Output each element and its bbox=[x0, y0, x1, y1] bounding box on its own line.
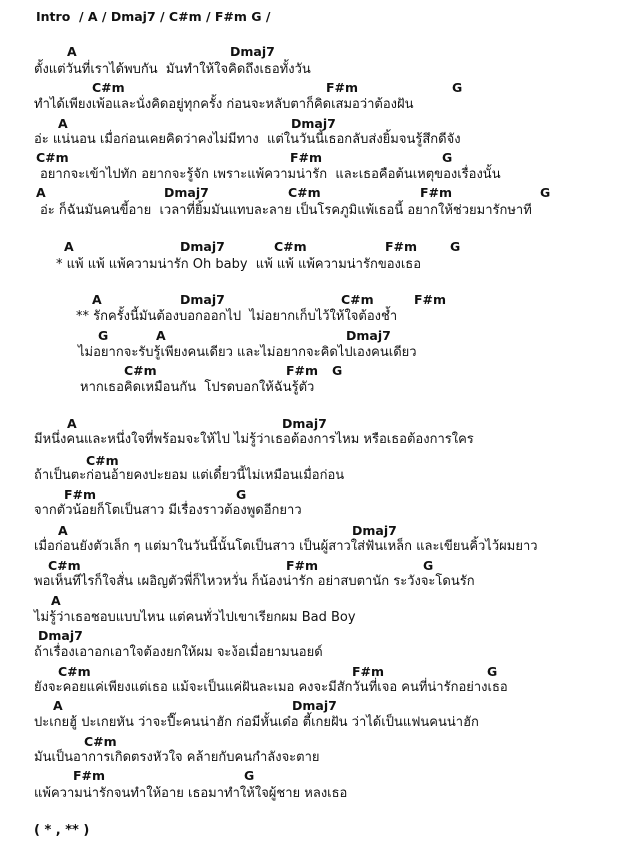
chord: A bbox=[156, 328, 166, 343]
lyric-line: อยากจะเข้าไปทัก อยากจะรู้จัก เพราะแพ้ความน่ารัก และเธอคือต้นเหตุของเรื่องนั้น bbox=[40, 167, 501, 182]
intro-chords: Intro / A / Dmaj7 / C#m / F#m G / bbox=[36, 9, 271, 24]
chord: Dmaj7 bbox=[352, 523, 397, 538]
chord: Dmaj7 bbox=[38, 628, 83, 643]
chord: Dmaj7 bbox=[291, 116, 336, 131]
chord: A bbox=[67, 416, 77, 431]
lyric-line: ปะเกยฮู้ ปะเกยหัน ว่าจะปี๊ะคนน่าฮัก ก่อมีหั้นเด๋อ ตี้เกยฝัน ว่าได้เป็นแฟนคนน่าฮัก bbox=[34, 715, 479, 730]
chord: F#m bbox=[64, 487, 97, 502]
lyric-line: ถ้าเรื่องเอาอกเอาใจต้องยกให้ผม จะง้อเมื่อยามนอยด์ bbox=[34, 645, 323, 660]
chord: G bbox=[244, 768, 255, 783]
chord: G bbox=[442, 150, 453, 165]
chord: F#m bbox=[286, 558, 319, 573]
chord: G bbox=[98, 328, 109, 343]
chord: F#m bbox=[385, 239, 418, 254]
chord: G bbox=[540, 185, 551, 200]
chord: F#m bbox=[326, 80, 359, 95]
chord: C#m bbox=[86, 453, 119, 468]
chord: A bbox=[51, 593, 61, 608]
chord: F#m bbox=[73, 768, 106, 783]
chord: C#m bbox=[92, 80, 125, 95]
chord: G bbox=[423, 558, 434, 573]
chord: F#m bbox=[352, 664, 385, 679]
lyric-line: ทำได้เพียงเพ้อและนั่งคิดอยู่ทุกครั้ง ก่อนจะหลับตาก็คิดเสมอว่าต้องฝัน bbox=[34, 97, 414, 112]
chord: A bbox=[92, 292, 102, 307]
chord: C#m bbox=[274, 239, 307, 254]
chord: A bbox=[36, 185, 46, 200]
chord: A bbox=[67, 44, 77, 59]
chord: G bbox=[452, 80, 463, 95]
lyric-line: หากเธอคิดเหมือนกัน โปรดบอกให้ฉันรู้ตัว bbox=[80, 380, 315, 395]
chord: A bbox=[53, 698, 63, 713]
chord: F#m bbox=[286, 363, 319, 378]
lyric-line: เมื่อก่อนยังตัวเล็ก ๆ แต่มาในวันนี้นั้นโตเป็นสาว เป็นผู้สาวใส่ฟันเหล็ก และเขียนคิ้วไว้ผมยาว bbox=[34, 539, 538, 554]
chord: C#m bbox=[58, 664, 91, 679]
chord: C#m bbox=[124, 363, 157, 378]
chord: Dmaj7 bbox=[292, 698, 337, 713]
lyric-line: มีหนึ่งคนและหนึ่งใจที่พร้อมจะให้ไป ไม่รู้ว่าเธอต้องการไหม หรือเธอต้องการใคร bbox=[34, 432, 474, 447]
lyric-line: ** รักครั้งนี้มันต้องบอกออกไป ไม่อยากเก็บไว้ให้ใจต้องช้ำ bbox=[76, 309, 398, 324]
chord: A bbox=[58, 116, 68, 131]
chord: C#m bbox=[288, 185, 321, 200]
chord: G bbox=[332, 363, 343, 378]
lyric-line: อ่ะ ก็ฉันมันคนขี้อาย เวลาที่ยิ้มมันแทบละลาย เป็นโรคภูมิแพ้เธอนี้ อยากให้ช่วยมารักษาที bbox=[40, 203, 532, 218]
chord: C#m bbox=[36, 150, 69, 165]
chord: G bbox=[236, 487, 247, 502]
chord: Dmaj7 bbox=[346, 328, 391, 343]
chord: F#m bbox=[414, 292, 447, 307]
chord: C#m bbox=[48, 558, 81, 573]
chord: Dmaj7 bbox=[180, 292, 225, 307]
chord: Dmaj7 bbox=[164, 185, 209, 200]
chord: A bbox=[58, 523, 68, 538]
chord: G bbox=[450, 239, 461, 254]
chord: Dmaj7 bbox=[230, 44, 275, 59]
lyric-line: ยังจะคอยแค่เพียงแต่เธอ แม้จะเป็นแค่ฝันละเมอ คงจะมีสักวันที่เจอ คนที่น่ารักอย่างเธอ bbox=[34, 680, 508, 695]
chord: C#m bbox=[341, 292, 374, 307]
chord: A bbox=[64, 239, 74, 254]
lyric-line: พอเห็นทีไรก็ใจสั่น เผอิญตัวพี่ก็ไหวหวั่น ก็น้องน่ารัก อย่าสบตานัก ระวังจะโดนรัก bbox=[34, 574, 475, 589]
lyric-line: ตั้งแต่วันที่เราได้พบกัน มันทำให้ใจคิดถึงเธอทั้งวัน bbox=[34, 62, 311, 77]
chord: Dmaj7 bbox=[180, 239, 225, 254]
lyric-line: ถ้าเป็นตะก่อนอ้ายคงปะยอม แต่เดี๋ยวนี้ไม่เหมือนเมื่อก่อน bbox=[34, 468, 345, 483]
chord: F#m bbox=[290, 150, 323, 165]
chord: G bbox=[487, 664, 498, 679]
chord: F#m bbox=[420, 185, 453, 200]
lyric-line: จากตัวน้อยก็โตเป็นสาว มีเรื่องราวต้องพูดอีกยาว bbox=[34, 503, 302, 518]
chord: Dmaj7 bbox=[282, 416, 327, 431]
lyric-line: ไม่รู้ว่าเธอชอบแบบไหน แต่คนทั่วไปเขาเรียกผม Bad Boy bbox=[34, 610, 356, 625]
repeat-marker: ( * , ** ) bbox=[34, 823, 90, 838]
lyric-line: ไม่อยากจะรับรู้เพียงคนเดียว และไม่อยากจะคิดไปเองคนเดียว bbox=[78, 345, 417, 360]
lyric-line: มันเป็นอาการเกิดตรงหัวใจ คล้ายกับคนกำลังจะตาย bbox=[34, 750, 320, 765]
lyric-line: แพ้ความน่ารักจนทำให้อาย เธอมาทำให้ใจผู้ชาย หลงเธอ bbox=[34, 786, 348, 801]
chord: C#m bbox=[84, 734, 117, 749]
lyric-line: อ่ะ แน่นอน เมื่อก่อนเคยคิดว่าคงไม่มีทาง แต่ในวันนี้เธอกลับส่งยิ้มจนรู้สึกดีจัง bbox=[34, 132, 461, 147]
lyric-line: * แพ้ แพ้ แพ้ความน่ารัก Oh baby แพ้ แพ้ แพ้ความน่ารักของเธอ bbox=[56, 257, 422, 272]
